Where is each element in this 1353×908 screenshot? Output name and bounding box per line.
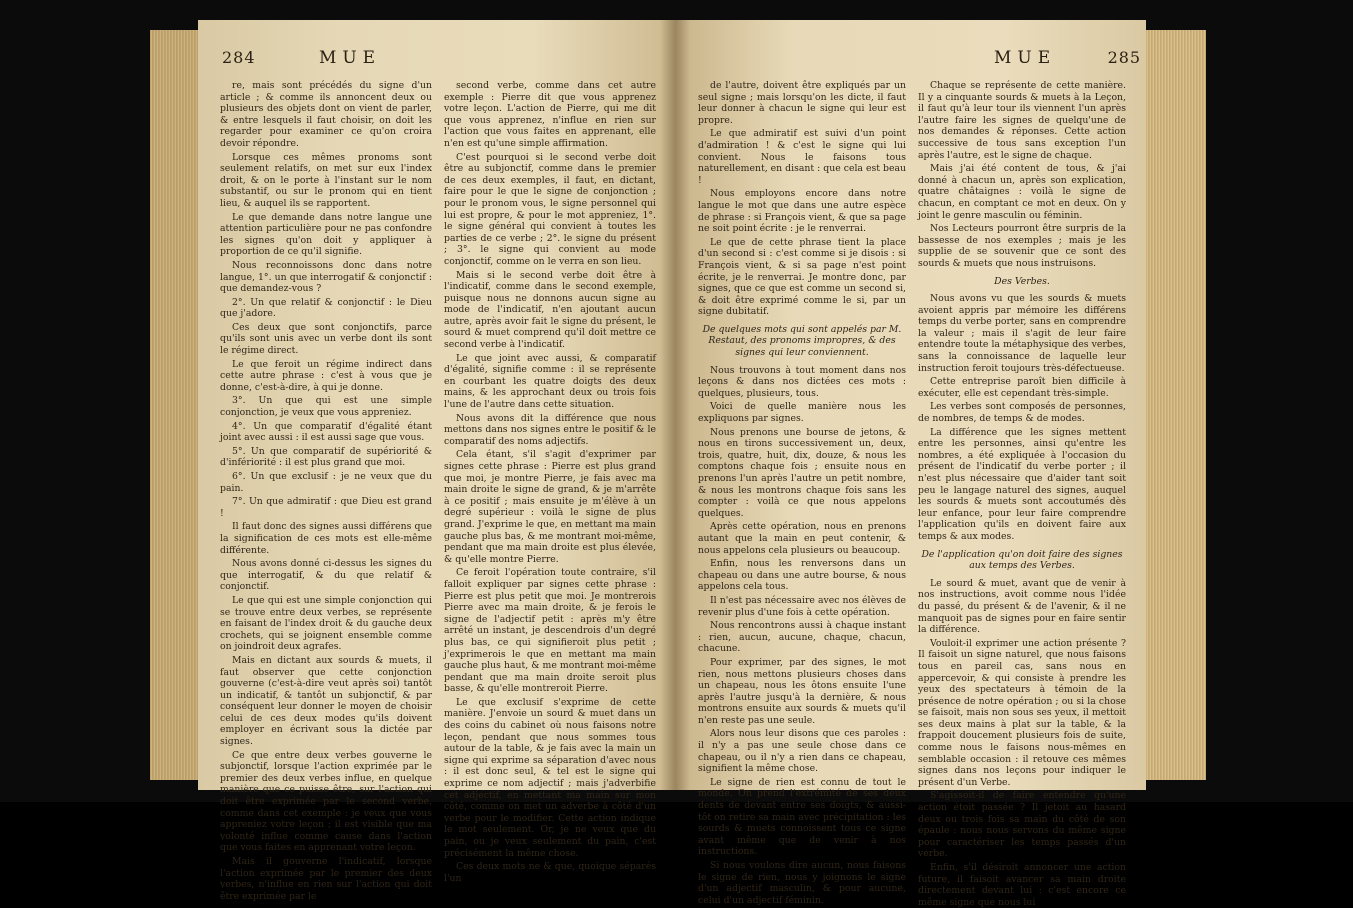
paragraph: Le signe de rien est connu de tout le monde. On prend l'extrémité de ses deux dents de devant entre ses doigts, & aussi-tôt on retire sa main avec précipitation : les sourds & muets connoissent tous ce signe avant même que de venir à nos instructions. — [698, 776, 906, 858]
paragraph: Après cette opération, nous en prenons autant que la main en peut contenir, & nous appelons cela plusieurs ou beaucoup. — [698, 521, 906, 556]
paragraph: Alors nous leur disons que ces paroles : il n'y a pas une seule chose dans ce chapeau, ou il n'y a rien dans ce chapeau, signifient la même chose. — [698, 728, 906, 775]
paragraph: Pour exprimer, par des signes, le mot rien, nous mettons plusieurs choses dans un chapeau, nous les ôtons ensuite l'une après l'autre jusqu'à la dernière, & nous montrons ensuite aux sourds & muets qu'il n'en reste pas une seule. — [698, 656, 906, 726]
paragraph: Nous employons encore dans notre langue le mot que dans une autre espèce de phrase : si François vient, & que sa page ne soit point écrite : je le renverrai. — [698, 188, 906, 235]
paragraph: Nous rencontrons aussi à chaque instant : rien, aucun, aucune, chaque, chacun, chacune. — [698, 620, 906, 655]
paragraph: Enfin, nous les renversons dans un chapeau ou dans une autre bourse, & nous appelons cela tous. — [698, 558, 906, 593]
paragraph: Le que admiratif est suivi d'un point d'admiration ! & c'est le signe qui lui convient. Nous le faisons tous naturellement, en disant : que cela est beau ! — [698, 128, 906, 186]
paragraph: Le que feroit un régime indirect dans cette autre phrase : c'est à vous que je donne, c'est-à-dire, à qui je donne. — [220, 358, 432, 393]
paragraph: Le que joint avec aussi, & comparatif d'égalité, signifie comme : il se représente en courbant les quatre doigts des deux mains, & les approchant deux ou trois fois l'une de l'autre dans cette situation. — [444, 352, 656, 411]
left-page-number: 284 — [222, 48, 256, 67]
paragraph: C'est pourquoi si le second verbe doit être au subjonctif, comme dans le premier de ces deux exemples, il faut, en dictant, faire pour le que le signe de conjonction ; pour le pronom vous, le signe personnel qui lui est propre, & pour le mot appreniez, 1°. le signe général qui convient à toutes les parties de ce verbe ; 2°. le signe du présent ; 3°. le signe qui convient au mode conjonctif, comme on le verra en son lieu. — [444, 151, 656, 267]
left-page-column-2 — [444, 80, 656, 884]
right-page-header — [994, 48, 1141, 68]
paragraph: Il n'est pas nécessaire avec nos élèves de revenir plus d'une fois à cette opération. — [698, 594, 906, 618]
paragraph: Mais en dictant aux sourds & muets, il faut observer que cette conjonction gouverne (c'est-à-dire veut après soi) tantôt un indicatif, & tantôt un subjonctif, & par conséquent leur donner le moyen de choisir celui de ces deux modes qu'ils doivent employer en écrivant sous la dictée par signes. — [220, 654, 432, 748]
paragraph: Nos Lecteurs pourront être surpris de la bassesse de nos exemples ; mais je les supplie de se souvenir que ce sont des sourds & muets que nous instruisons. — [918, 223, 1126, 269]
left-page-edges — [150, 30, 198, 780]
paragraph: La différence que les signes mettent entre les personnes, ainsi qu'entre les nombres, a été expliquée à l'occasion du présent de l'indicatif du verbe porter ; il n'est plus nécessaire que d'aider tant soit peu le langage naturel des signes, auquel les sourds & muets sont accoutumés dès leur enfance, pour leur faire comprendre l'application qu'ils en doivent faire aux temps & aux modes. — [918, 426, 1126, 542]
right-page-column-1 — [698, 80, 906, 906]
paragraph: Voici de quelle manière nous les expliquons par signes. — [698, 401, 906, 425]
section-title: Des Verbes. — [994, 275, 1050, 287]
paragraph: Ces deux que sont conjonctifs, parce qu'ils sont unis avec un verbe dont ils sont le régime direct. — [220, 321, 432, 357]
paragraph: S'agissoit-il de faire entendre qu'une action étoit passée ? Il jetoit au hasard deux ou trois fois sa main du côté de son épaule : nous nous servons du même signe pour caractériser les temps passés d'un verbe. — [918, 790, 1126, 860]
paragraph: Nous avons donné ci-dessus les signes du que interrogatif, & du que relatif & conjonctif. — [220, 558, 432, 593]
paragraph: de l'autre, doivent être expliqués par un seul signe ; mais lorsqu'on les dicte, il faut leur donner à chacun le signe qui leur est propre. — [698, 80, 906, 126]
paragraph: Le sourd & muet, avant que de venir à nos instructions, avoit comme nous l'idée du passé, du présent & de l'avenir, & il ne manquoit pas de signes pour en faire sentir la différence. — [918, 577, 1126, 636]
left-page-header — [222, 48, 381, 68]
paragraph: Mais il gouverne l'indicatif, lorsque l'action exprimée par le premier des deux verbes, n'influe en rien sur l'action qui doit être exprimée par le — [220, 856, 432, 902]
right-page — [676, 20, 1146, 908]
paragraph: Chaque se représente de cette manière. Il y a cinquante sourds & muets à la Leçon, il faut qu'à leur tour ils viennent l'un après l'autre faire les signes de quelqu'une de nos demandes & réponses. Cette action successive de tous sans exception l'un après l'autre, est le signe de chaque. — [918, 80, 1126, 161]
section-title: De l'application qu'on doit faire des signes aux temps des Verbes. — [921, 548, 1123, 572]
paragraph: Lorsque ces mêmes pronoms sont seulement relatifs, on met sur eux l'index droit, & on le porte à l'instant sur le nom substantif, ou sur le pronom qui en tient lieu, & auquel ils se rapportent. — [220, 151, 432, 209]
paragraph: 6°. Un que exclusif : je ne veux que du pain. — [220, 471, 432, 494]
paragraph: Enfin, s'il désiroit annoncer une action future, il faisoit avancer sa main droite directement devant lui : c'est encore ce même signe que nous lui — [918, 862, 1126, 908]
paragraph: Si nous voulons dire aucun, nous faisons le signe de rien, nous y joignons le signe d'un adjectif masculin, & pour aucune, celui d'un adjectif féminin. — [698, 860, 906, 906]
paragraph: Mais si le second verbe doit être à l'indicatif, comme dans le second exemple, puisque nous ne donnons aucun signe au mode de l'indicatif, n'en ajoutant aucun autre, après avoir fait le signe du présent, le sourd & muet comprend qu'il doit mettre ce second verbe à l'indicatif. — [444, 269, 656, 351]
paragraph: 2°. Un que relatif & conjonctif : le Dieu que j'adore. — [220, 296, 432, 320]
paragraph: Le que exclusif s'exprime de cette manière. J'envoie un sourd & muet dans un des coins du cabinet où nous faisons notre leçon, pendant que nous sommes tous autour de la table, & je fais avec la main un signe qui exprime sa séparation d'avec nous : il est donc seul, & tel est le signe qui exprime ce nom adjectif ; mais j'adverbifie cet adjectif, en mettant ma main sur mon côté, comme on met un adverbe à côté d'un verbe pour le modifier. Cette action indique le mot seulement. Or, je ne veux que du pain, ou je veux seulement du pain, c'est précisément la même chose. — [444, 696, 656, 859]
paragraph: Cette entreprise paroît bien difficile à exécuter, elle est cependant très-simple. — [918, 376, 1126, 399]
paragraph: Ces deux mots ne & que, quoique séparés l'un — [444, 861, 656, 884]
paragraph: Nous prenons une bourse de jetons, & nous en tirons successivement un, deux, trois, quatre, huit, dix, douze, & nous les comptons chaque fois ; ensuite nous en prenons l'un après l'autre un petit nombre, & nous les montrons chaque fois sans les compter : voilà ce que nous appelons quelques. — [698, 426, 906, 519]
right-page-number: 285 — [1107, 48, 1142, 67]
paragraph: 4°. Un que comparatif d'égalité étant joint avec aussi : il est aussi sage que vous. — [220, 420, 432, 444]
paragraph: Il faut donc des signes aussi différens que la signification de ces mots est elle-même différente. — [220, 521, 432, 556]
paragraph: Le que qui est une simple conjonction qui se trouve entre deux verbes, se représente en faisant de l'index droit & du gauche deux crochets, qui se joignent ensemble comme on joindroit deux agrafes. — [220, 594, 432, 653]
paragraph: Le que de cette phrase tient la place d'un second si : c'est comme si je disois : si François vient, & si sa page n'est point écrite, je le renverrai. Je montre donc, par signes, que ce que est comme un second si, & doit être exprimé comme le si, par un signe dubitatif. — [698, 236, 906, 318]
left-page-column-1 — [220, 80, 432, 902]
paragraph: 7°. Un que admiratif : que Dieu est grand ! — [220, 496, 432, 519]
paragraph: 3°. Un que qui est une simple conjonction, je veux que vous appreniez. — [220, 395, 432, 419]
paragraph: Les verbes sont composés de personnes, de nombres, de temps & de modes. — [918, 401, 1126, 425]
paragraph: second verbe, comme dans cet autre exemple : Pierre dit que vous apprenez votre leçon. L'action de Pierre, qui me dit que vous apprenez, n'influe en rien sur l'action que vous faites en apprenant, elle n'en est qu'une simple affirmation. — [444, 80, 656, 149]
paragraph: Le que demande dans notre langue une attention particulière pour ne pas confondre les signes qu'on doit y appliquer à proportion de ce qu'il signifie. — [220, 211, 432, 258]
paragraph: 5°. Un que comparatif de supériorité & d'infériorité : il est plus grand que moi. — [220, 445, 432, 469]
left-page — [198, 20, 676, 902]
paragraph: Nous avons dit la différence que nous mettons dans nos signes entre le positif & le comparatif des noms adjectifs. — [444, 412, 656, 447]
right-running-head: MUE — [994, 48, 1057, 68]
paragraph: Mais j'ai été content de tous, & j'ai donné à chacun un, après son explication, quatre châtaignes : voilà le signe de chacun, en comptant ce mot en deux. On y joint le genre masculin ou féminin. — [918, 163, 1126, 221]
paragraph: Vouloit-il exprimer une action présente ? Il faisoit un signe naturel, que nous faisons tous en pareil cas, sans nous en appercevoir, & qui consiste à prendre les yeux des spectateurs à témoin de la présence de notre opération ; ou si la chose se faisoit, mais non sous ses yeux, il mettoit ses deux mains à plat sur la table, & la frappoit doucement plusieurs fois de suite, comme nous le faisons nous-mêmes en semblable occasion : il retouve ces mêmes signes dans nos leçons pour indiquer le présent d'un Verbe. — [918, 637, 1126, 788]
paragraph: re, mais sont précédés du signe d'un article ; & comme ils annoncent deux ou plusieurs des objets dont on vient de parler, & entre lesquels il faut choisir, on doit les regarder pour examiner ce qu'on croira devoir répondre. — [220, 80, 432, 149]
left-running-head: MUE — [318, 48, 382, 68]
right-page-column-2 — [918, 80, 1126, 908]
paragraph: Cela étant, s'il s'agit d'exprimer par signes cette phrase : Pierre est plus grand que moi, je montre Pierre, je fais avec ma main droite le signe de grand, & je m'arrête à ce positif ; mais ensuite je m'élève à un degré supérieur : voilà le signe de plus grand. J'exprime le que, en mettant ma main gauche plus bas, & me montrant moi-même, pendant que ma main droite est plus élevée, & qu'elle montre Pierre. — [444, 449, 656, 565]
paragraph: Ce feroit l'opération toute contraire, s'il falloit expliquer par signes cette phrase : Pierre est plus petit que moi. Je montrerois Pierre avec ma main droite, & je ferois le signe de l'adjectif petit : après m'y être arrêté un instant, je descendrois d'un degré plus bas, ce qui signifieroit plus petit ; j'exprimerois le que en mettant ma main gauche plus haut, & me montrant moi-même pendant que ma main droite seroit plus basse, & qu'elle montreroit Pierre. — [444, 567, 656, 695]
paragraph: Ce que entre deux verbes gouverne le subjonctif, lorsque l'action exprimée par le premier des deux verbes influe, en quelque manière que ce puisse être, sur l'action qui doit être exprimée par le second verbe, comme dans cet exemple : je veux que vous appreniez votre leçon ; il est visible que ma volonté influe comme cause dans l'action que vous faites en apprenant votre leçon. — [220, 749, 432, 854]
paragraph: Nous reconnoissons donc dans notre langue, 1°. un que interrogatif & conjonctif : que demandez-vous ? — [220, 259, 432, 295]
paragraph: Nous avons vu que les sourds & muets avoient appris par mémoire les différens temps du verbe porter, sans en comprendre la valeur ; mais il s'agit de leur faire entendre toute la métaphysique des verbes, sans la connoissance de laquelle leur instruction feroit toujours très-défectueuse. — [918, 293, 1126, 374]
right-page-edges — [1146, 30, 1206, 780]
paragraph: Nous trouvons à tout moment dans nos leçons & dans nos dictées ces mots : quelques, plusieurs, tous. — [698, 364, 906, 399]
section-title: De quelques mots qui sont appelés par M. Restaut, des pronoms impropres, & des signes qui leur conviennent. — [702, 323, 902, 359]
